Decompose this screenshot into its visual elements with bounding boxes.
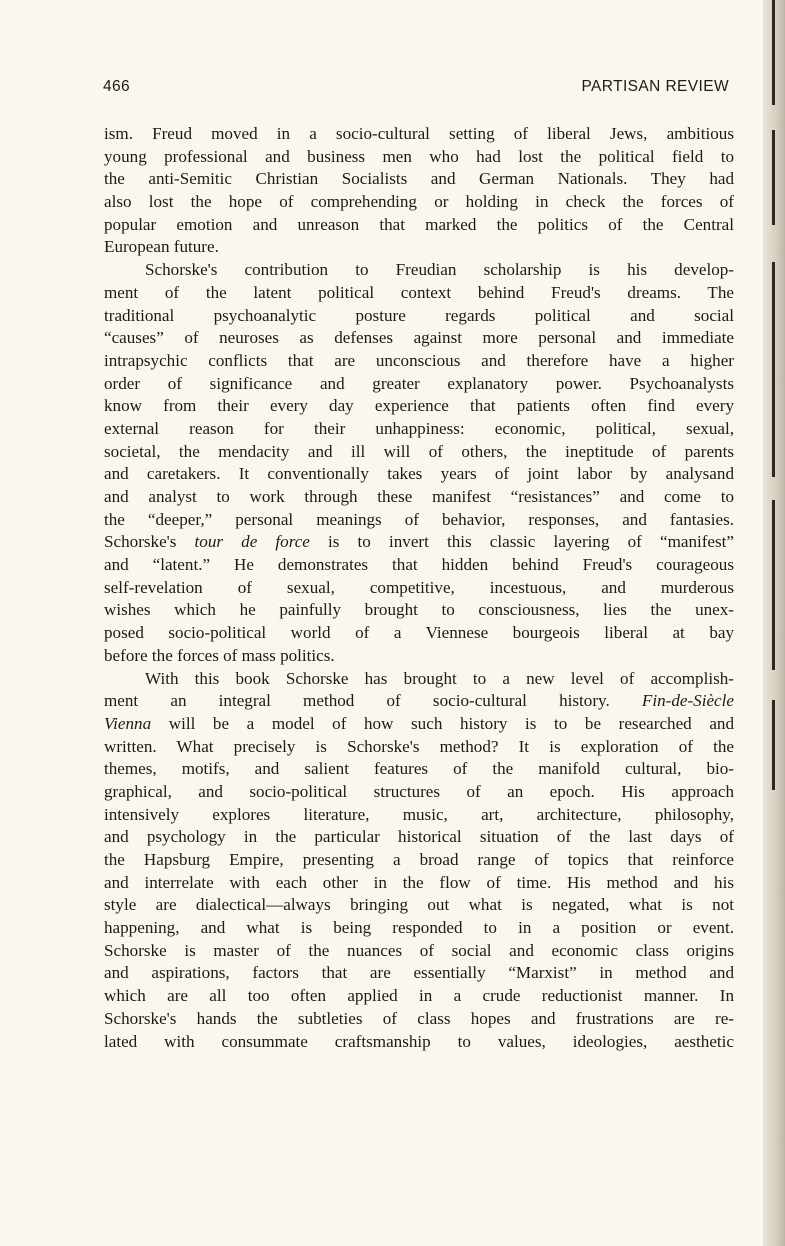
text-line: societal, the mendacity and ill will of others, the ineptitude of parents bbox=[104, 441, 734, 461]
edge-line bbox=[772, 262, 775, 477]
edge-line bbox=[772, 0, 775, 105]
article-body bbox=[104, 123, 734, 1053]
edge-line bbox=[772, 700, 775, 790]
text-line: ism. Freud moved in a socio-cultural setting of liberal Jews, ambitious bbox=[104, 124, 734, 143]
text-line: and caretakers. It conventionally takes years of joint labor by analysand bbox=[104, 464, 734, 484]
text-line: the Hapsburg Empire, presenting a broad range of topics that reinforce bbox=[104, 850, 734, 869]
paragraph bbox=[104, 259, 734, 667]
paragraph bbox=[104, 668, 734, 1054]
text-line: Vienna will be a model of how such history is to be researched and bbox=[104, 713, 734, 733]
page-edge-shadow bbox=[763, 0, 785, 1246]
text-line: happening, and what is being responded to in a position or event. bbox=[104, 918, 734, 938]
text-line: external reason for their unhappiness: economic, political, sexual, bbox=[104, 418, 734, 438]
text-line: popular emotion and unreason that marked the politics of the Central bbox=[104, 214, 734, 234]
text-line: Schorske's hands the subtleties of class hopes and frustrations are re- bbox=[104, 1008, 734, 1028]
text-line: which are all too often applied in a crude reductionist manner. In bbox=[104, 986, 734, 1006]
text-line: the “deeper,” personal meanings of behavior, responses, and fantasies. bbox=[104, 509, 734, 529]
text-line: and analyst to work through these manifest “resistances” and come to bbox=[104, 487, 734, 506]
text-line: traditional psychoanalytic posture regards political and social bbox=[104, 305, 734, 325]
text-line: wishes which he painfully brought to consciousness, lies the unex- bbox=[104, 600, 734, 620]
text-line: self-revelation of sexual, competitive, incestuous, and murderous bbox=[104, 577, 734, 597]
text-line: know from their every day experience that patients often find every bbox=[104, 396, 734, 416]
text-line: the anti-Semitic Christian Socialists and German Nationals. They had bbox=[104, 169, 734, 189]
text-line: “causes” of neuroses as defenses against more personal and immediate bbox=[104, 328, 734, 348]
text-line: ment of the latent political context behind Freud's dreams. The bbox=[104, 282, 734, 302]
page-number: 466 bbox=[103, 78, 131, 95]
text-line: style are dialectical—always bringing out what is negated, what is not bbox=[104, 895, 734, 915]
text-line: young professional and business men who had lost the political field to bbox=[104, 146, 734, 166]
text-line: posed socio-political world of a Viennese bourgeois liberal at bay bbox=[104, 623, 734, 643]
edge-line bbox=[772, 130, 775, 225]
text-line: written. What precisely is Schorske's method? It is exploration of the bbox=[104, 736, 734, 756]
text-line: Schorske is master of the nuances of social and economic class origins bbox=[104, 940, 734, 960]
text-line: ment an integral method of socio-cultural history. Fin-de-Siècle bbox=[104, 691, 734, 711]
text-line: themes, motifs, and salient features of the manifold cultural, bio- bbox=[104, 759, 734, 779]
edge-line bbox=[772, 500, 775, 670]
text-line: and aspirations, factors that are essentially “Marxist” in method and bbox=[104, 963, 734, 983]
text-line: graphical, and socio-political structures of an epoch. His approach bbox=[104, 781, 734, 801]
journal-title: PARTISAN REVIEW bbox=[581, 78, 729, 95]
text-line: also lost the hope of comprehending or holding in check the forces of bbox=[104, 192, 734, 212]
text-line: order of significance and greater explanatory power. Psychoanalysts bbox=[104, 373, 734, 393]
text-line: and “latent.” He demonstrates that hidden behind Freud's courageous bbox=[104, 555, 734, 575]
text-line: intensively explores literature, music, art, architecture, philosophy, bbox=[104, 804, 734, 824]
text-line: before the forces of mass politics. bbox=[104, 645, 335, 665]
text-line: Schorske's contribution to Freudian scholarship is his develop- bbox=[145, 260, 734, 280]
text-line: European future. bbox=[104, 237, 219, 257]
text-line: and interrelate with each other in the flow of time. His method and his bbox=[104, 872, 734, 892]
text-line: lated with consummate craftsmanship to values, ideologies, aesthetic bbox=[104, 1031, 734, 1051]
text-line: With this book Schorske has brought to a new level of accomplish- bbox=[145, 668, 734, 688]
paragraph bbox=[104, 123, 734, 259]
text-line: Schorske's tour de force is to invert this classic layering of “manifest” bbox=[104, 532, 734, 552]
text-line: and psychology in the particular historical situation of the last days of bbox=[104, 827, 734, 847]
running-head bbox=[103, 76, 729, 100]
text-line: intrapsychic conflicts that are unconscious and therefore have a higher bbox=[104, 350, 734, 370]
